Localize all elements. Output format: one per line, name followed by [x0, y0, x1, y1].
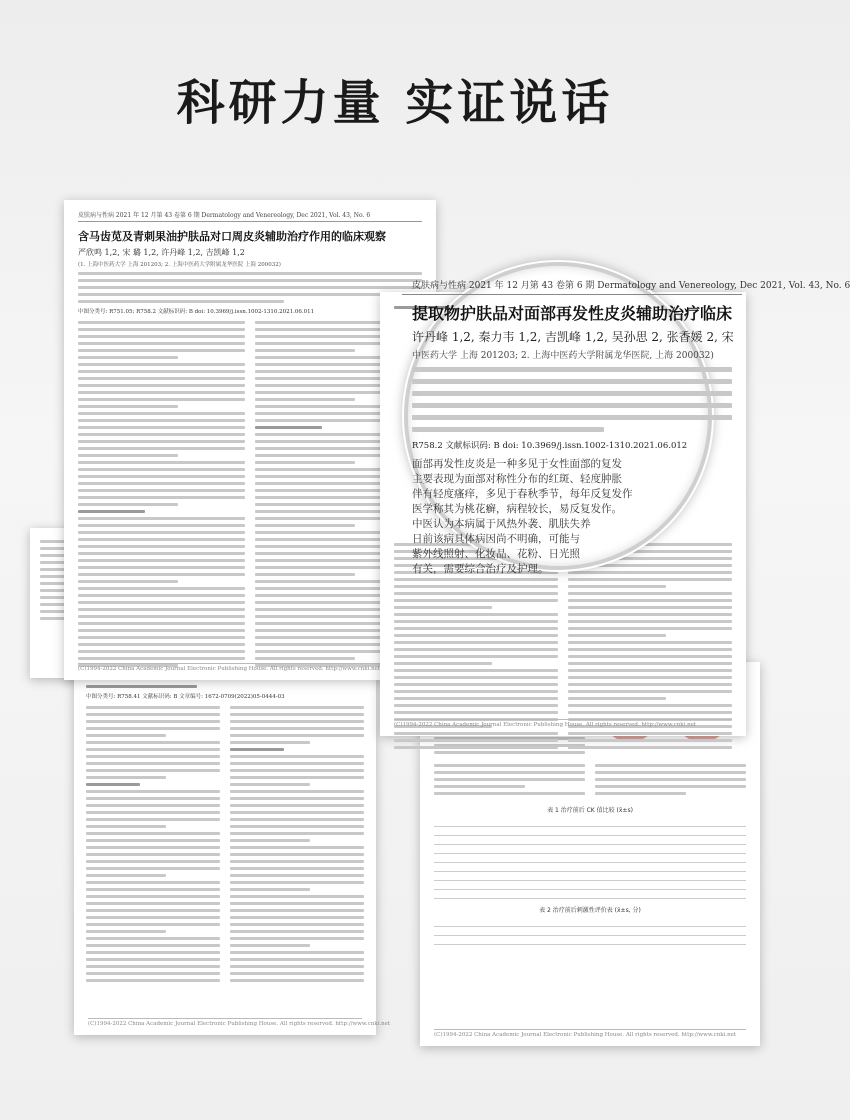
magnified-body-line: 面部再发性皮炎是一种多见于女性面部的复发	[412, 458, 622, 470]
headline: 科研力量 实证说话	[176, 75, 614, 131]
table-2-caption: 表 2 治疗前后刺激性评价表 (x̄±s, 分)	[539, 907, 641, 914]
magnified-body-line: 日前该病具体病因尚不明确，可能与	[412, 533, 580, 545]
paper-footer: (C)1994-2022 China Academic Journal Electronic Publishing House. All rights reserved. http://www.cnki.net	[88, 1018, 362, 1027]
magnified-body-line: 伴有轻度瘙痒，多见于春秋季节，每年反复发作	[412, 488, 633, 500]
magnified-article-title: 提取物护肤品对面部再发性皮炎辅助治疗临床	[412, 304, 733, 323]
journal-header: 皮肤病与性病 2021 年 12 月第 43 卷第 6 期 Dermatology and Venereology, Dec 2021, Vol. 43, No. 6	[78, 210, 422, 222]
table-1-caption: 表 1 治疗前后 CK 值比较 (x̄±s)	[547, 807, 633, 814]
magnified-journal-header: 皮肤病与性病 2021 年 12 月第 43 卷第 6 期 Dermatology and Venereology, Dec 2021, Vol. 43, No. 6	[402, 278, 742, 295]
article-authors: 严欣鸣 1,2, 宋 璐 1,2, 许丹峰 1,2, 吉凯峰 1,2	[78, 248, 245, 257]
abstract	[78, 272, 422, 303]
magnified-body-line: 紫外线照射、化妆品、花粉、日光照	[412, 548, 580, 560]
article-title: 含马齿苋及青刺果油护肤品对口周皮炎辅助治疗作用的临床观察	[78, 230, 386, 243]
magnified-body-text	[412, 457, 742, 577]
magnifying-glass	[404, 262, 850, 575]
paper-footer: (C)1994-2022 China Academic Journal Electronic Publishing House. All rights reserved. http://www.cnki.net	[394, 719, 732, 728]
magnified-affiliation: 中医药大学 上海 201203; 2. 上海中医药大学附属龙华医院, 上海 200032)	[412, 351, 714, 361]
table-2	[434, 918, 746, 945]
magnified-authors: 许丹峰 1,2, 秦力韦 1,2, 吉凯峰 1,2, 吴孙思 2, 张香媛 2, 宋	[412, 330, 734, 344]
magnified-body-line: 主要表现为面部对称性分布的红斑、轻度肿胀	[412, 473, 622, 485]
article-affiliation: (1. 上海中医药大学 上海 201203; 2. 上海中医药大学附属龙华医院 上海 200032)	[78, 262, 281, 268]
magnified-body-line: 医学称其为桃花癣，病程较长，易反复发作。	[412, 503, 622, 515]
paper-2-meta: 中图分类号: R758.41 文献标识码: B 文章编号: 1672-0709(2022)05-0444-03	[86, 694, 285, 700]
journal-page-2	[74, 675, 391, 1035]
paper-footer: (C)1994-2022 China Academic Journal Electronic Publishing House. All rights reserved. http://www.cnki.net	[434, 1029, 746, 1038]
article-meta: 中图分类号: R751.05; R758.2 文献标识码: B doi: 10.3969/j.issn.1002-1310.2021.06.011	[78, 309, 315, 315]
table-1	[434, 818, 746, 899]
magnified-abstract	[412, 367, 732, 432]
magnified-body-line: 中医认为本病属于风热外袭、肌肤失养	[412, 518, 591, 530]
magnified-body-line: 有关，需要综合治疗及护理。	[412, 563, 549, 575]
paper-footer: (C)1994-2022 China Academic Journal Electronic Publishing House. All rights reserved. http://www.cnki.net	[78, 663, 422, 672]
magnified-meta: R758.2 文献标识码: B doi: 10.3969/j.issn.1002-1310.2021.06.012	[412, 441, 688, 451]
